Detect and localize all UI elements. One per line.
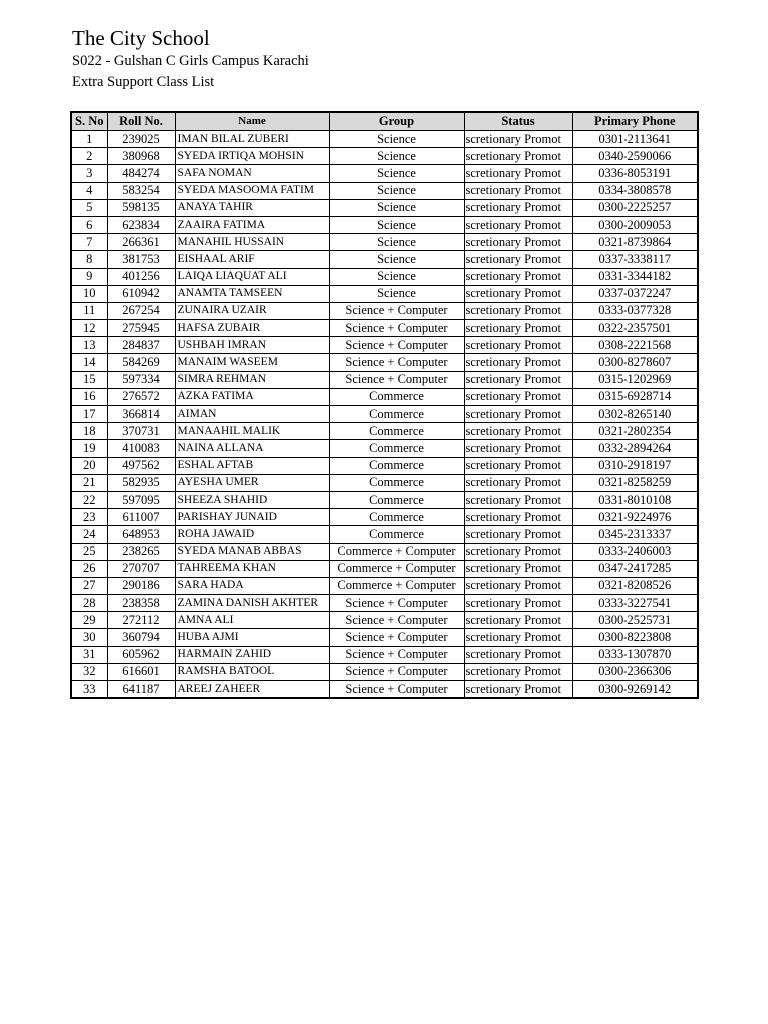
cell-phone: 0331-8010108	[572, 491, 698, 508]
cell-group: Science	[329, 216, 464, 233]
cell-group: Commerce + Computer	[329, 560, 464, 577]
cell-roll-no: 266361	[107, 234, 175, 251]
col-header-status: Status	[464, 112, 572, 131]
cell-group: Commerce	[329, 406, 464, 423]
cell-sno: 5	[71, 199, 107, 216]
cell-roll-no: 597095	[107, 491, 175, 508]
cell-roll-no: 270707	[107, 560, 175, 577]
cell-phone: 0300-8223808	[572, 629, 698, 646]
cell-status: scretionary Promot	[464, 543, 572, 560]
cell-status: scretionary Promot	[464, 251, 572, 268]
cell-phone: 0321-8739864	[572, 234, 698, 251]
cell-sno: 2	[71, 148, 107, 165]
cell-sno: 18	[71, 423, 107, 440]
cell-name: ZUNAIRA UZAIR	[175, 302, 329, 319]
table-row	[71, 509, 698, 526]
table-row	[71, 629, 698, 646]
cell-phone: 0333-0377328	[572, 302, 698, 319]
table-row	[71, 663, 698, 680]
cell-group: Science + Computer	[329, 337, 464, 354]
table-row	[71, 268, 698, 285]
cell-name: AZKA FATIMA	[175, 388, 329, 405]
cell-sno: 23	[71, 509, 107, 526]
cell-sno: 31	[71, 646, 107, 663]
cell-status: scretionary Promot	[464, 440, 572, 457]
cell-status: scretionary Promot	[464, 491, 572, 508]
cell-status: scretionary Promot	[464, 131, 572, 148]
cell-group: Science + Computer	[329, 354, 464, 371]
table-row	[71, 457, 698, 474]
table-header-row	[71, 112, 698, 131]
table-row	[71, 491, 698, 508]
cell-roll-no: 648953	[107, 526, 175, 543]
col-header-roll-no: Roll No.	[107, 112, 175, 131]
cell-roll-no: 284837	[107, 337, 175, 354]
table-row	[71, 406, 698, 423]
cell-roll-no: 497562	[107, 457, 175, 474]
table-row	[71, 234, 698, 251]
cell-phone: 0340-2590066	[572, 148, 698, 165]
table-row	[71, 440, 698, 457]
cell-group: Science	[329, 131, 464, 148]
cell-sno: 13	[71, 337, 107, 354]
cell-status: scretionary Promot	[464, 285, 572, 302]
cell-name: EISHAAL ARIF	[175, 251, 329, 268]
cell-name: SIMRA REHMAN	[175, 371, 329, 388]
cell-name: ANAMTA TAMSEEN	[175, 285, 329, 302]
cell-phone: 0333-3227541	[572, 595, 698, 612]
cell-name: MANAAHIL MALIK	[175, 423, 329, 440]
cell-sno: 21	[71, 474, 107, 491]
table-row	[71, 251, 698, 268]
cell-sno: 12	[71, 320, 107, 337]
cell-group: Science	[329, 165, 464, 182]
cell-phone: 0310-2918197	[572, 457, 698, 474]
cell-sno: 10	[71, 285, 107, 302]
cell-status: scretionary Promot	[464, 681, 572, 699]
cell-roll-no: 584269	[107, 354, 175, 371]
cell-sno: 9	[71, 268, 107, 285]
cell-phone: 0315-6928714	[572, 388, 698, 405]
table-row	[71, 199, 698, 216]
cell-group: Commerce	[329, 457, 464, 474]
cell-group: Science + Computer	[329, 629, 464, 646]
table-row	[71, 543, 698, 560]
cell-group: Science	[329, 251, 464, 268]
list-title: Extra Support Class List	[72, 74, 215, 90]
cell-status: scretionary Promot	[464, 423, 572, 440]
cell-sno: 6	[71, 216, 107, 233]
cell-status: scretionary Promot	[464, 234, 572, 251]
cell-status: scretionary Promot	[464, 182, 572, 199]
cell-roll-no: 641187	[107, 681, 175, 699]
cell-phone: 0321-2802354	[572, 423, 698, 440]
school-title: The City School	[72, 26, 210, 50]
cell-status: scretionary Promot	[464, 457, 572, 474]
cell-sno: 30	[71, 629, 107, 646]
cell-sno: 33	[71, 681, 107, 699]
cell-status: scretionary Promot	[464, 474, 572, 491]
cell-group: Commerce + Computer	[329, 543, 464, 560]
cell-sno: 1	[71, 131, 107, 148]
cell-name: AREEJ ZAHEER	[175, 681, 329, 699]
cell-status: scretionary Promot	[464, 526, 572, 543]
cell-phone: 0300-2225257	[572, 199, 698, 216]
table-row	[71, 577, 698, 594]
student-list-table	[70, 111, 699, 699]
cell-status: scretionary Promot	[464, 148, 572, 165]
cell-phone: 0337-3338117	[572, 251, 698, 268]
table-row	[71, 320, 698, 337]
cell-phone: 0331-3344182	[572, 268, 698, 285]
cell-name: AIMAN	[175, 406, 329, 423]
cell-group: Science	[329, 234, 464, 251]
cell-phone: 0333-2406003	[572, 543, 698, 560]
table-row	[71, 474, 698, 491]
cell-status: scretionary Promot	[464, 509, 572, 526]
cell-roll-no: 360794	[107, 629, 175, 646]
cell-name: LAIQA LIAQUAT ALI	[175, 268, 329, 285]
cell-group: Science + Computer	[329, 371, 464, 388]
cell-group: Commerce + Computer	[329, 577, 464, 594]
cell-status: scretionary Promot	[464, 612, 572, 629]
cell-status: scretionary Promot	[464, 646, 572, 663]
cell-roll-no: 597334	[107, 371, 175, 388]
cell-status: scretionary Promot	[464, 216, 572, 233]
cell-roll-no: 238265	[107, 543, 175, 560]
col-header-group: Group	[329, 112, 464, 131]
cell-roll-no: 484274	[107, 165, 175, 182]
cell-sno: 17	[71, 406, 107, 423]
table-row	[71, 337, 698, 354]
cell-name: ZAAIRA FATIMA	[175, 216, 329, 233]
cell-phone: 0332-2894264	[572, 440, 698, 457]
cell-status: scretionary Promot	[464, 663, 572, 680]
table-body	[71, 131, 698, 699]
cell-group: Science + Computer	[329, 681, 464, 699]
col-header-primary-phone: Primary Phone	[572, 112, 698, 131]
cell-group: Science	[329, 182, 464, 199]
cell-roll-no: 583254	[107, 182, 175, 199]
cell-status: scretionary Promot	[464, 268, 572, 285]
cell-sno: 7	[71, 234, 107, 251]
cell-status: scretionary Promot	[464, 560, 572, 577]
table-row	[71, 612, 698, 629]
cell-phone: 0300-2366306	[572, 663, 698, 680]
cell-sno: 4	[71, 182, 107, 199]
cell-name: USHBAH IMRAN	[175, 337, 329, 354]
cell-name: PARISHAY JUNAID	[175, 509, 329, 526]
cell-roll-no: 401256	[107, 268, 175, 285]
cell-group: Science	[329, 199, 464, 216]
cell-phone: 0322-2357501	[572, 320, 698, 337]
cell-sno: 8	[71, 251, 107, 268]
cell-group: Science + Computer	[329, 595, 464, 612]
cell-sno: 27	[71, 577, 107, 594]
table-row	[71, 595, 698, 612]
cell-phone: 0308-2221568	[572, 337, 698, 354]
cell-group: Commerce	[329, 526, 464, 543]
cell-name: AYESHA UMER	[175, 474, 329, 491]
cell-roll-no: 616601	[107, 663, 175, 680]
cell-roll-no: 366814	[107, 406, 175, 423]
cell-group: Commerce	[329, 423, 464, 440]
cell-group: Commerce	[329, 491, 464, 508]
table-row	[71, 354, 698, 371]
cell-group: Science	[329, 148, 464, 165]
cell-roll-no: 239025	[107, 131, 175, 148]
cell-name: SHEEZA SHAHID	[175, 491, 329, 508]
cell-sno: 11	[71, 302, 107, 319]
cell-name: NAINA ALLANA	[175, 440, 329, 457]
cell-name: HUBA AJMI	[175, 629, 329, 646]
cell-name: AMNA ALI	[175, 612, 329, 629]
cell-status: scretionary Promot	[464, 199, 572, 216]
cell-name: MANAIM WASEEM	[175, 354, 329, 371]
cell-phone: 0333-1307870	[572, 646, 698, 663]
table-row	[71, 423, 698, 440]
col-header-sno: S. No	[71, 112, 107, 131]
cell-name: ESHAL AFTAB	[175, 457, 329, 474]
cell-sno: 16	[71, 388, 107, 405]
cell-phone: 0302-8265140	[572, 406, 698, 423]
cell-roll-no: 238358	[107, 595, 175, 612]
cell-roll-no: 582935	[107, 474, 175, 491]
cell-group: Commerce	[329, 440, 464, 457]
table-row	[71, 148, 698, 165]
cell-phone: 0321-8208526	[572, 577, 698, 594]
cell-status: scretionary Promot	[464, 629, 572, 646]
cell-sno: 3	[71, 165, 107, 182]
cell-name: ZAMINA DANISH AKHTER	[175, 595, 329, 612]
cell-roll-no: 598135	[107, 199, 175, 216]
cell-roll-no: 370731	[107, 423, 175, 440]
cell-phone: 0321-8258259	[572, 474, 698, 491]
cell-phone: 0334-3808578	[572, 182, 698, 199]
cell-name: ANAYA TAHIR	[175, 199, 329, 216]
cell-sno: 29	[71, 612, 107, 629]
cell-name: SYEDA IRTIQA MOHSIN	[175, 148, 329, 165]
cell-phone: 0336-8053191	[572, 165, 698, 182]
cell-roll-no: 410083	[107, 440, 175, 457]
cell-sno: 15	[71, 371, 107, 388]
table-row	[71, 131, 698, 148]
cell-roll-no: 610942	[107, 285, 175, 302]
cell-phone: 0300-8278607	[572, 354, 698, 371]
cell-group: Science	[329, 268, 464, 285]
cell-sno: 14	[71, 354, 107, 371]
cell-status: scretionary Promot	[464, 388, 572, 405]
cell-roll-no: 276572	[107, 388, 175, 405]
cell-status: scretionary Promot	[464, 320, 572, 337]
cell-name: SAFA NOMAN	[175, 165, 329, 182]
cell-roll-no: 275945	[107, 320, 175, 337]
cell-group: Commerce	[329, 474, 464, 491]
col-header-name: Name	[175, 112, 329, 131]
cell-status: scretionary Promot	[464, 406, 572, 423]
table-row	[71, 302, 698, 319]
table-row	[71, 388, 698, 405]
cell-phone: 0321-9224976	[572, 509, 698, 526]
cell-phone: 0301-2113641	[572, 131, 698, 148]
cell-roll-no: 272112	[107, 612, 175, 629]
cell-phone: 0300-2525731	[572, 612, 698, 629]
cell-status: scretionary Promot	[464, 595, 572, 612]
cell-name: TAHREEMA KHAN	[175, 560, 329, 577]
table-row	[71, 371, 698, 388]
table-row	[71, 560, 698, 577]
cell-group: Science + Computer	[329, 320, 464, 337]
cell-roll-no: 611007	[107, 509, 175, 526]
cell-sno: 32	[71, 663, 107, 680]
cell-name: SYEDA MANAB ABBAS	[175, 543, 329, 560]
cell-name: HAFSA ZUBAIR	[175, 320, 329, 337]
cell-status: scretionary Promot	[464, 165, 572, 182]
cell-roll-no: 381753	[107, 251, 175, 268]
cell-name: ROHA JAWAID	[175, 526, 329, 543]
table-row	[71, 216, 698, 233]
cell-group: Commerce	[329, 509, 464, 526]
table-row	[71, 165, 698, 182]
cell-name: SYEDA MASOOMA FATIM	[175, 182, 329, 199]
cell-sno: 25	[71, 543, 107, 560]
cell-status: scretionary Promot	[464, 337, 572, 354]
table-row	[71, 182, 698, 199]
cell-status: scretionary Promot	[464, 577, 572, 594]
table-row	[71, 285, 698, 302]
cell-phone: 0347-2417285	[572, 560, 698, 577]
cell-group: Science + Computer	[329, 663, 464, 680]
campus-name: S022 - Gulshan C Girls Campus Karachi	[72, 53, 309, 69]
table-row	[71, 646, 698, 663]
cell-roll-no: 380968	[107, 148, 175, 165]
cell-status: scretionary Promot	[464, 371, 572, 388]
cell-name: MANAHIL HUSSAIN	[175, 234, 329, 251]
cell-roll-no: 290186	[107, 577, 175, 594]
cell-phone: 0315-1202969	[572, 371, 698, 388]
cell-phone: 0300-9269142	[572, 681, 698, 699]
cell-group: Science + Computer	[329, 302, 464, 319]
cell-group: Commerce	[329, 388, 464, 405]
cell-roll-no: 267254	[107, 302, 175, 319]
cell-status: scretionary Promot	[464, 354, 572, 371]
cell-group: Science	[329, 285, 464, 302]
cell-roll-no: 605962	[107, 646, 175, 663]
cell-phone: 0300-2009053	[572, 216, 698, 233]
cell-sno: 20	[71, 457, 107, 474]
table-row	[71, 526, 698, 543]
cell-phone: 0345-2313337	[572, 526, 698, 543]
cell-name: RAMSHA BATOOL	[175, 663, 329, 680]
cell-group: Science + Computer	[329, 612, 464, 629]
cell-sno: 22	[71, 491, 107, 508]
cell-sno: 28	[71, 595, 107, 612]
cell-name: SARA HADA	[175, 577, 329, 594]
cell-sno: 26	[71, 560, 107, 577]
cell-name: HARMAIN ZAHID	[175, 646, 329, 663]
table-row	[71, 681, 698, 699]
cell-phone: 0337-0372247	[572, 285, 698, 302]
cell-roll-no: 623834	[107, 216, 175, 233]
cell-status: scretionary Promot	[464, 302, 572, 319]
cell-group: Science + Computer	[329, 646, 464, 663]
cell-sno: 24	[71, 526, 107, 543]
cell-sno: 19	[71, 440, 107, 457]
cell-name: IMAN BILAL ZUBERI	[175, 131, 329, 148]
